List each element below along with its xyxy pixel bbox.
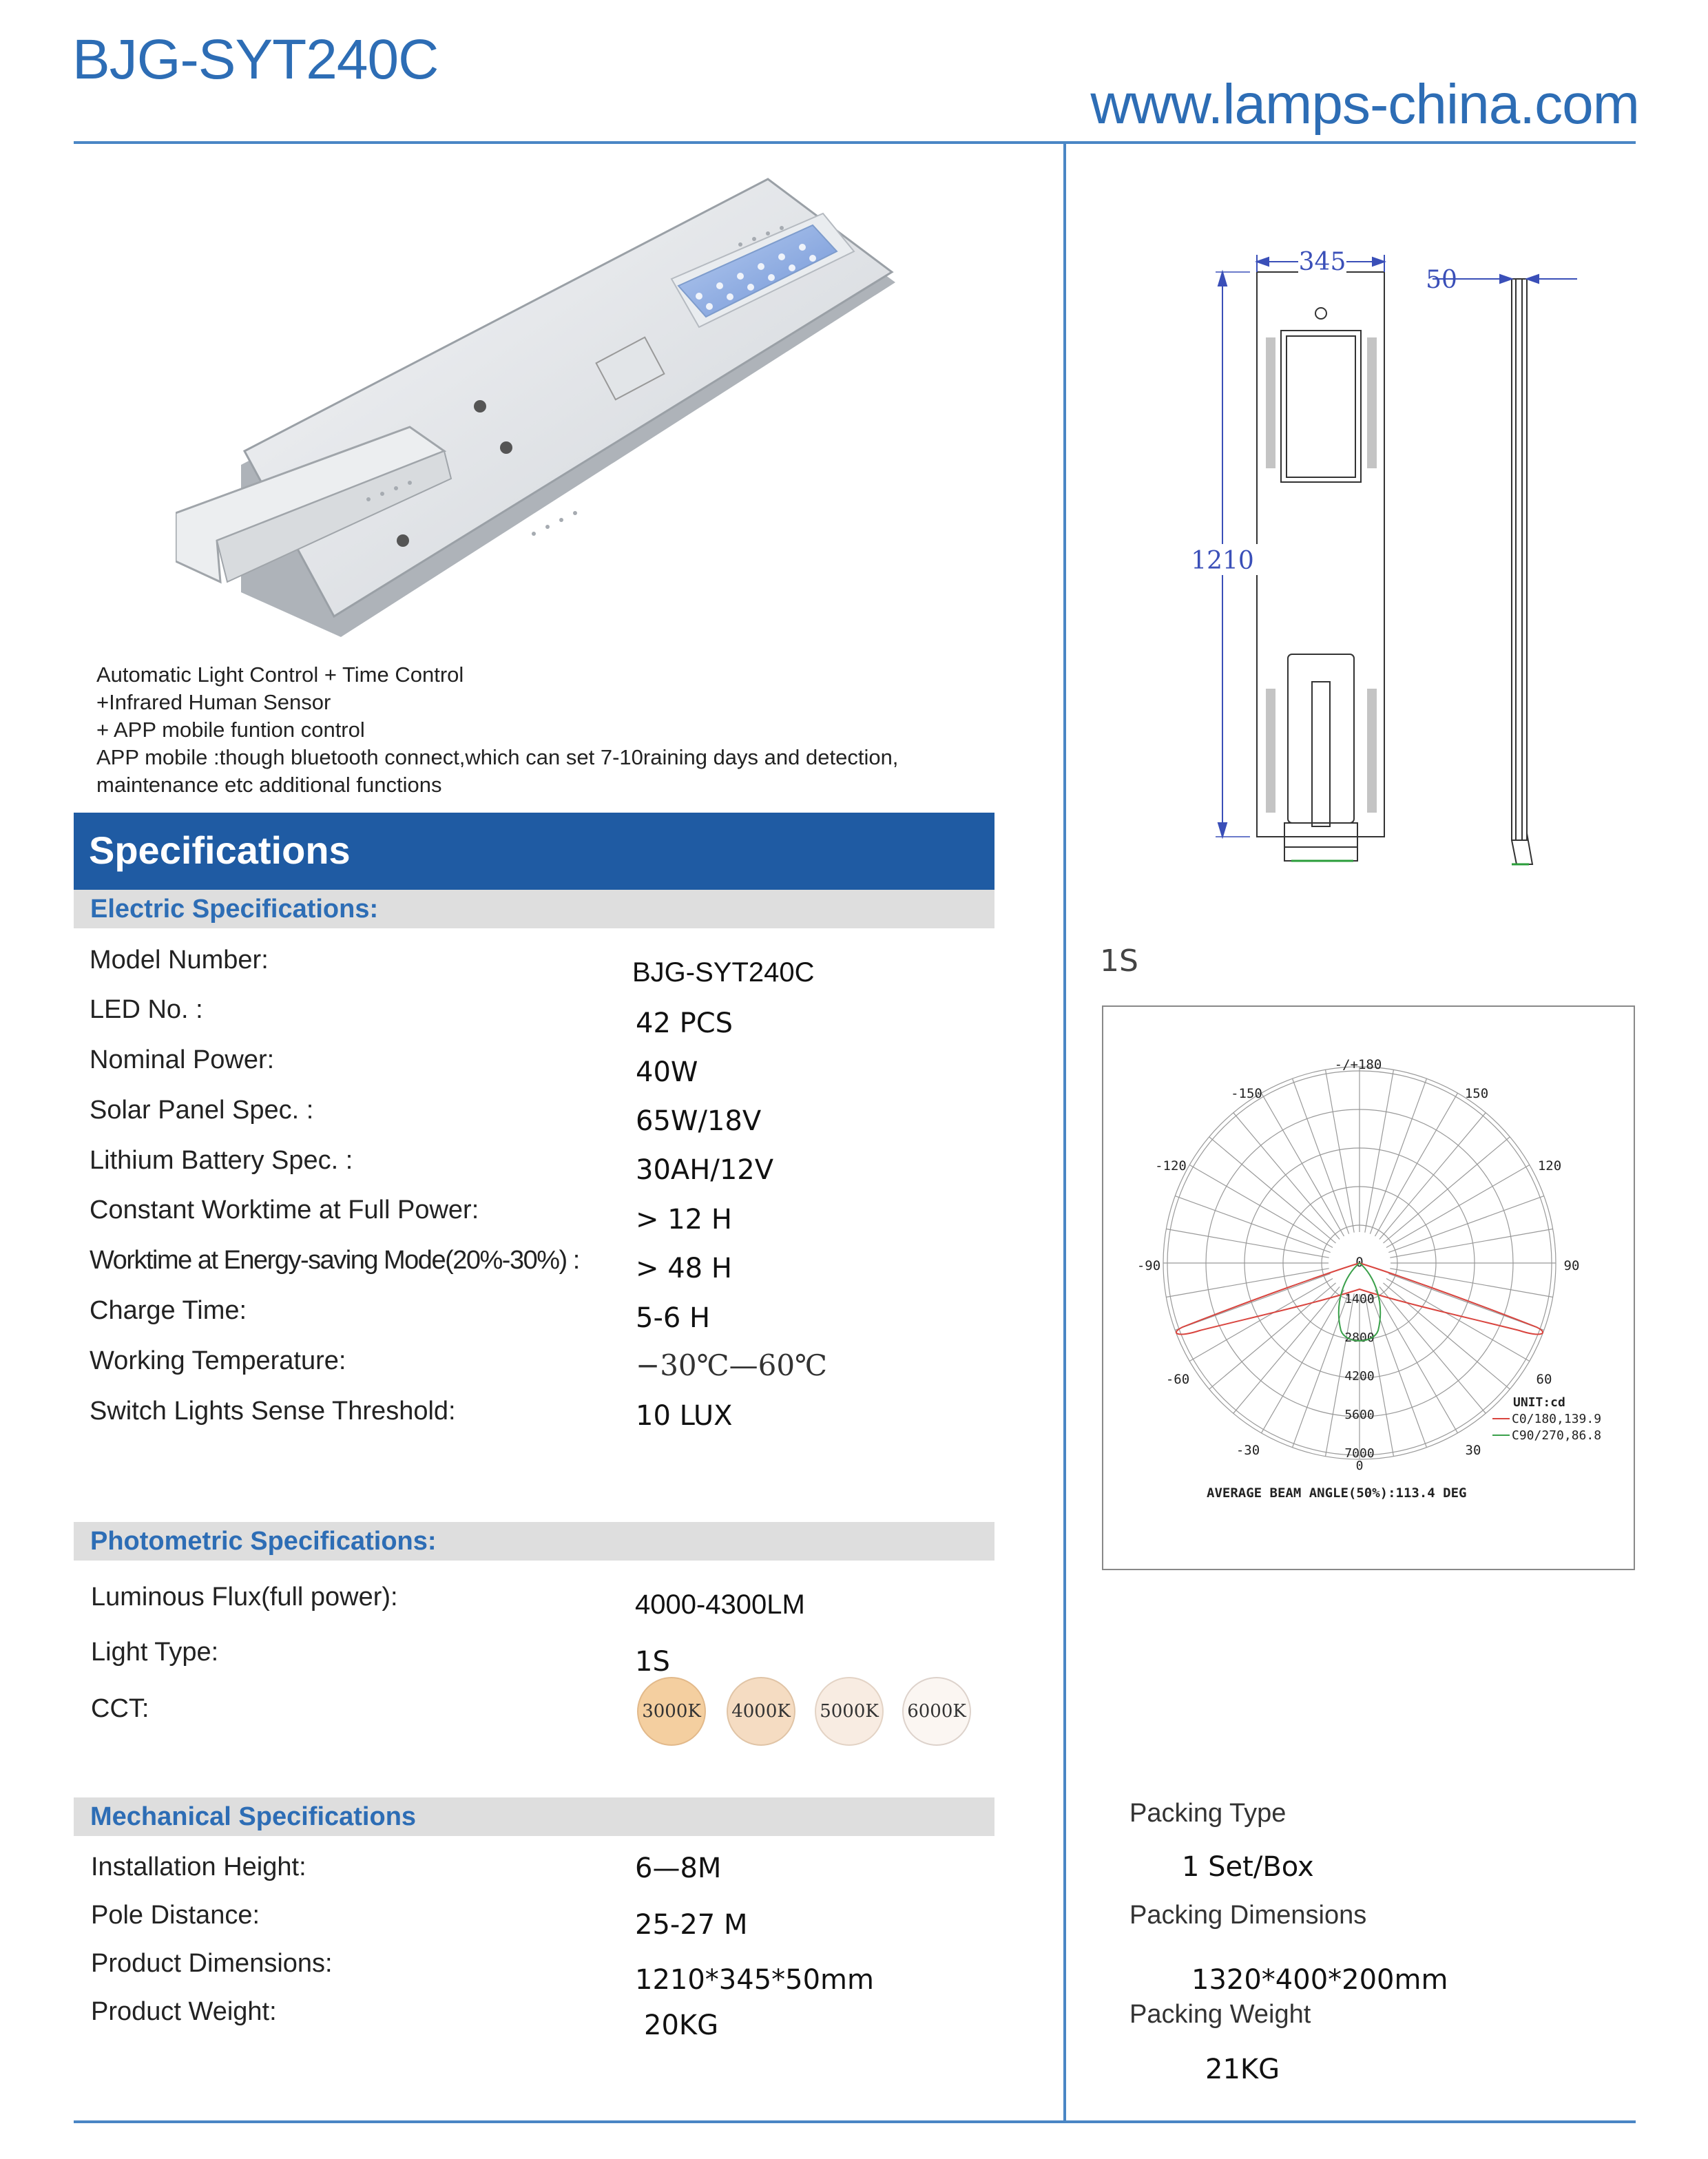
- spec-value: 6—8M: [635, 1853, 722, 1884]
- photometric-section-title: Photometric Specifications:: [90, 1527, 437, 1556]
- dimension-drawing: [1157, 241, 1598, 875]
- specifications-banner: [74, 813, 994, 890]
- light-distribution-label: 1S: [1100, 943, 1138, 979]
- packing-dimensions-label: Packing Dimensions: [1129, 1901, 1367, 1930]
- packing-weight-label: Packing Weight: [1129, 2000, 1311, 2029]
- radial-label: 4200: [1344, 1369, 1375, 1384]
- drawing-width-label: 345: [1298, 248, 1346, 276]
- header-rule: [74, 141, 1636, 144]
- angle-label: -/+180: [1334, 1057, 1382, 1072]
- spec-value: −30℃—60℃: [636, 1348, 828, 1382]
- cct-4000k[interactable]: 4000K: [727, 1677, 795, 1746]
- legend-c90: C90/270,86.8: [1512, 1428, 1602, 1443]
- spec-label: CCT:: [91, 1694, 149, 1723]
- spec-value: 65W/18V: [636, 1105, 762, 1137]
- angle-label: 90: [1563, 1258, 1580, 1273]
- spec-label: Model Number:: [90, 946, 269, 974]
- footer-rule: [74, 2120, 1636, 2123]
- spec-value: 30AH/12V: [636, 1154, 774, 1186]
- spec-value: 5-6 H: [636, 1302, 711, 1334]
- radial-label: 1400: [1344, 1292, 1375, 1306]
- angle-label: -120: [1155, 1158, 1187, 1174]
- mechanical-section-header: [74, 1797, 994, 1836]
- spec-value: 20KG: [644, 2010, 719, 2041]
- spec-label: Pole Distance:: [91, 1901, 260, 1930]
- spec-label: Working Temperature:: [90, 1346, 346, 1375]
- angle-label: -60: [1165, 1372, 1190, 1387]
- packing-type-label: Packing Type: [1129, 1799, 1287, 1828]
- angle-label: 60: [1536, 1372, 1552, 1387]
- column-divider: [1063, 144, 1066, 2120]
- polar-diagram-frame: [1102, 1005, 1635, 1570]
- feature-line: +Infrared Human Sensor: [96, 690, 331, 714]
- radial-label: 7000: [1344, 1446, 1375, 1461]
- mechanical-section-title: Mechanical Specifications: [90, 1802, 417, 1831]
- spec-label: Luminous Flux(full power):: [91, 1583, 398, 1612]
- spec-value: 40W: [636, 1056, 698, 1088]
- spec-label: Product Weight:: [91, 1997, 277, 2026]
- spec-value: 42 PCS: [636, 1008, 733, 1039]
- spec-label: Installation Height:: [91, 1853, 306, 1881]
- cct-6000k[interactable]: 6000K: [902, 1677, 971, 1746]
- angle-label: 30: [1465, 1443, 1481, 1458]
- beam-angle-label: AVERAGE BEAM ANGLE(50%):113.4 DEG: [1207, 1485, 1467, 1501]
- spec-label: Lithium Battery Spec. :: [90, 1146, 353, 1175]
- cct-5000k[interactable]: 5000K: [815, 1677, 884, 1746]
- packing-type-value: 1 Set/Box: [1182, 1851, 1314, 1883]
- feature-line: + APP mobile funtion control: [96, 718, 365, 742]
- feature-line: APP mobile :though bluetooth connect,which can set 7-10raining days and detection,: [96, 745, 899, 769]
- spec-value: > 48 H: [636, 1253, 732, 1284]
- drawing-height-label: 1210: [1191, 547, 1254, 575]
- spec-value: > 12 H: [636, 1204, 732, 1235]
- product-photo: [176, 176, 906, 651]
- radial-label: 2800: [1344, 1331, 1375, 1345]
- spec-label: Worktime at Energy-saving Mode(20%-30%) :: [90, 1246, 579, 1275]
- angle-label: 150: [1464, 1086, 1489, 1101]
- feature-line: Automatic Light Control + Time Control: [96, 663, 464, 687]
- electric-section-title: Electric Specifications:: [90, 895, 379, 924]
- spec-label: Switch Lights Sense Threshold:: [90, 1397, 456, 1426]
- cct-3000k[interactable]: 3000K: [637, 1677, 706, 1746]
- radial-label: 5600: [1344, 1408, 1375, 1422]
- electric-section-header: [74, 890, 994, 928]
- spec-value: 10 LUX: [636, 1400, 733, 1432]
- spec-label: Nominal Power:: [90, 1045, 275, 1074]
- spec-label: Product Dimensions:: [91, 1949, 333, 1978]
- feature-line: maintenance etc additional functions: [96, 773, 442, 797]
- spec-label: Solar Panel Spec. :: [90, 1096, 314, 1125]
- photometric-section-header: [74, 1522, 994, 1561]
- model-title: BJG-SYT240C: [72, 28, 439, 91]
- spec-label: LED No. :: [90, 995, 203, 1024]
- packing-dimensions-value: 1320*400*200mm: [1191, 1964, 1448, 1996]
- spec-value: BJG-SYT240C: [632, 957, 815, 988]
- polar-light-distribution: [1103, 1007, 1634, 1569]
- angle-label: -150: [1231, 1086, 1262, 1101]
- radial-label: 0: [1355, 1459, 1364, 1473]
- angle-label: -30: [1236, 1443, 1260, 1458]
- legend-c0: C0/180,139.9: [1512, 1412, 1602, 1426]
- spec-value: 1S: [635, 1646, 670, 1678]
- spec-label: Constant Worktime at Full Power:: [90, 1196, 479, 1224]
- drawing-depth-label: 50: [1426, 266, 1457, 294]
- angle-label: -90: [1136, 1258, 1161, 1273]
- specifications-title: Specifications: [89, 828, 351, 872]
- spec-value: 4000-4300LM: [635, 1589, 805, 1620]
- website-link[interactable]: www.lamps-china.com: [1090, 73, 1639, 136]
- packing-weight-value: 21KG: [1205, 2054, 1280, 2085]
- spec-label: Light Type:: [91, 1638, 219, 1667]
- spec-label: Charge Time:: [90, 1296, 247, 1325]
- unit-label: UNIT:cd: [1513, 1395, 1565, 1410]
- angle-label: 0: [1355, 1255, 1364, 1270]
- angle-label: 120: [1537, 1158, 1562, 1174]
- feature-list: [96, 661, 992, 799]
- spec-value: 25-27 M: [635, 1909, 748, 1941]
- spec-value: 1210*345*50mm: [635, 1964, 874, 1996]
